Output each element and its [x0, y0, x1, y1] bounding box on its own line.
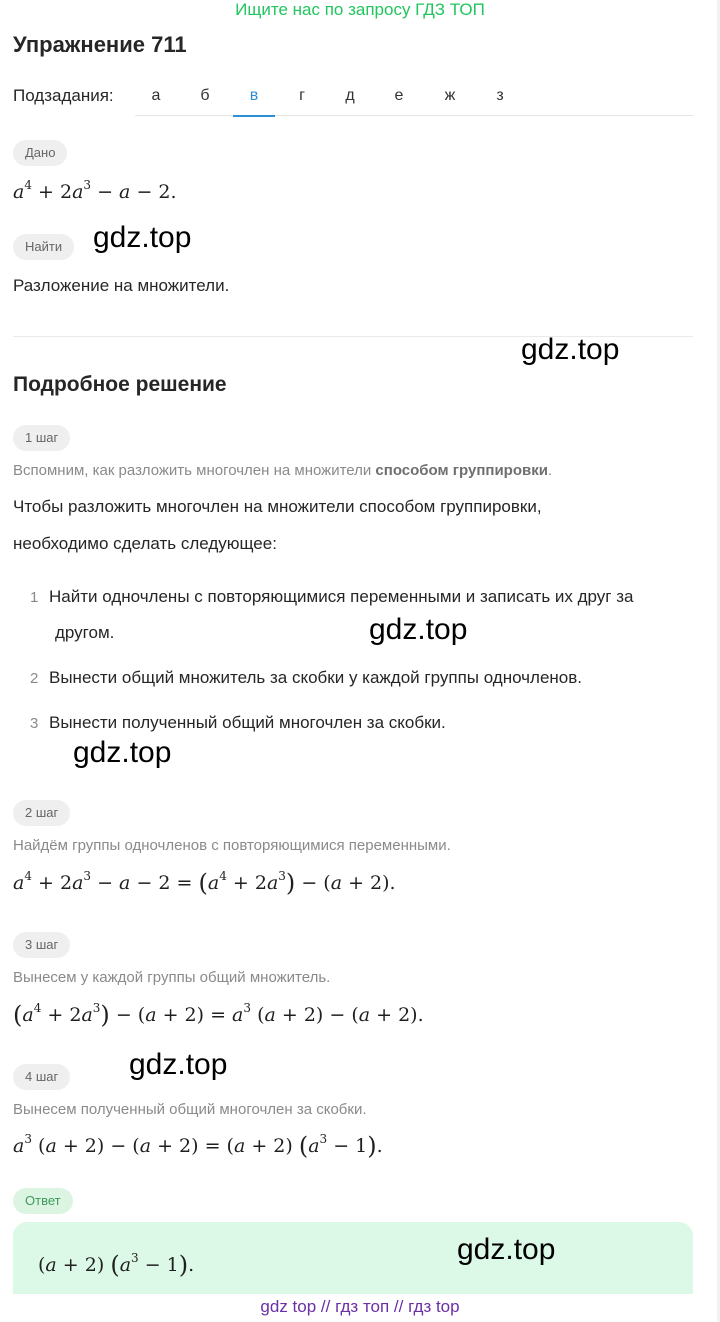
step1-line2: необходимо сделать следующее: [13, 534, 277, 553]
subtask-tabs [135, 76, 693, 116]
tab-b[interactable]: б [200, 87, 210, 104]
watermark: gdz.top [93, 221, 192, 254]
step1-line1: Чтобы разложить многочлен на множители способом группировки, [13, 497, 542, 516]
step3-hint: Вынесем у каждой группы общий множитель. [13, 969, 331, 986]
step3-expression: $(a^4 + 2a^3) - (a + 2) = a^3$ (a + 2) − (a + 2). [13, 1001, 424, 1029]
list-number: 1 [30, 589, 39, 606]
tab-e[interactable]: е [394, 87, 404, 104]
watermark: gdz.top [73, 736, 172, 769]
step4-badge: 4 шаг [13, 1064, 70, 1090]
step2-hint: Найдём группы одночленов с повторяющимися переменными. [13, 837, 451, 854]
step3-badge: 3 шаг [13, 932, 70, 958]
solution-heading: Подробное решение [13, 373, 227, 396]
subtasks-label: Подзадания: [13, 86, 114, 105]
list-item-text: другом. [55, 623, 115, 642]
tab-a[interactable]: а [151, 87, 161, 104]
step1-hint: Вспомним, как разложить многочлен на множители способом группировки. [13, 462, 553, 479]
tab-zh[interactable]: ж [444, 87, 456, 104]
find-text: Разложение на множители. [13, 276, 230, 295]
step4-expression: $a^3$ (a + 2) − (a + 2) = (a + 2) $(a^3 - 1)$. [13, 1132, 383, 1160]
given-expression: $a^4 + 2a^3 - a - 2$. [13, 178, 177, 203]
step1-badge: 1 шаг [13, 425, 70, 451]
watermark: gdz.top [457, 1233, 556, 1266]
list-item-text: Найти одночлены с повторяющимися переменными и записать их друг за [49, 587, 634, 606]
answer-badge: Ответ [13, 1188, 73, 1214]
list-item-text: Вынести полученный общий многочлен за скобки. [49, 713, 446, 732]
watermark: gdz.top [369, 613, 468, 646]
list-number: 2 [30, 670, 39, 687]
watermark: gdz.top [129, 1048, 228, 1081]
step4-hint: Вынесем полученный общий многочлен за скобки. [13, 1101, 367, 1118]
list-item-text: Вынести общий множитель за скобки у каждой группы одночленов. [49, 668, 583, 687]
tab-z[interactable]: з [496, 87, 504, 104]
page-title: Упражнение 711 [13, 32, 187, 57]
tab-g[interactable]: г [299, 87, 305, 104]
step2-badge: 2 шаг [13, 800, 70, 826]
watermark: gdz.top [521, 333, 620, 366]
given-badge: Дано [13, 140, 67, 166]
step2-expression: $a^4 + 2a^3 - a - 2 = (a^4 + 2a^3) - (a + 2)$. [13, 869, 396, 897]
find-badge: Найти [13, 234, 74, 260]
list-number: 3 [30, 715, 39, 732]
footer-links[interactable]: gdz top // гдз топ // гдз top [260, 1297, 460, 1316]
answer-expression: (a + 2) $(a^3 - 1)$. [38, 1251, 195, 1279]
tab-d[interactable]: д [345, 87, 355, 104]
search-banner: Ищите нас по запросу ГДЗ ТОП [235, 0, 485, 19]
tab-v[interactable]: в [233, 76, 275, 117]
